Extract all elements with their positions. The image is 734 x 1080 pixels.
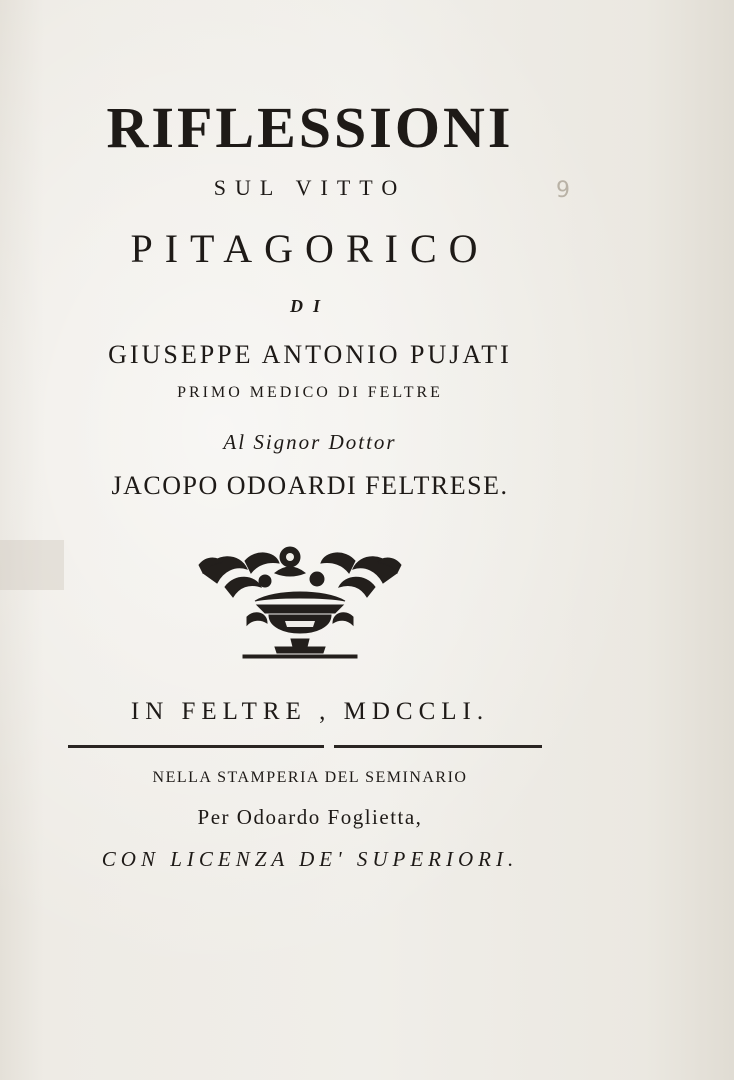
dedicatee-name: JACOPO ODOARDI FELTRESE. — [111, 471, 509, 500]
press-name: NELLA STAMPERIA DEL SEMINARIO — [152, 769, 468, 786]
book-title: RIFLESSIONI — [106, 95, 514, 160]
margin-note: 9 — [556, 178, 570, 203]
by-line: DI — [289, 296, 330, 316]
subtitle-line-1: SUL VITTO — [213, 175, 407, 200]
printer-name: Per Odoardo Foglietta, — [197, 805, 423, 829]
divider-rule-left — [68, 745, 324, 748]
licence-line: CON LICENZA DE' SUPERIORI. — [101, 847, 519, 871]
divider-rule-right — [334, 745, 542, 748]
author-role: PRIMO MEDICO DI FELTRE — [177, 384, 443, 401]
dedication-line: Al Signor Dottor — [223, 430, 397, 454]
author-name: GIUSEPPE ANTONIO PUJATI — [108, 340, 512, 369]
flower-basket-ornament-icon — [195, 543, 405, 661]
subtitle-line-2: PITAGORICO — [130, 226, 490, 271]
imprint-place-date: IN FELTRE , MDCCLI. — [130, 698, 490, 725]
